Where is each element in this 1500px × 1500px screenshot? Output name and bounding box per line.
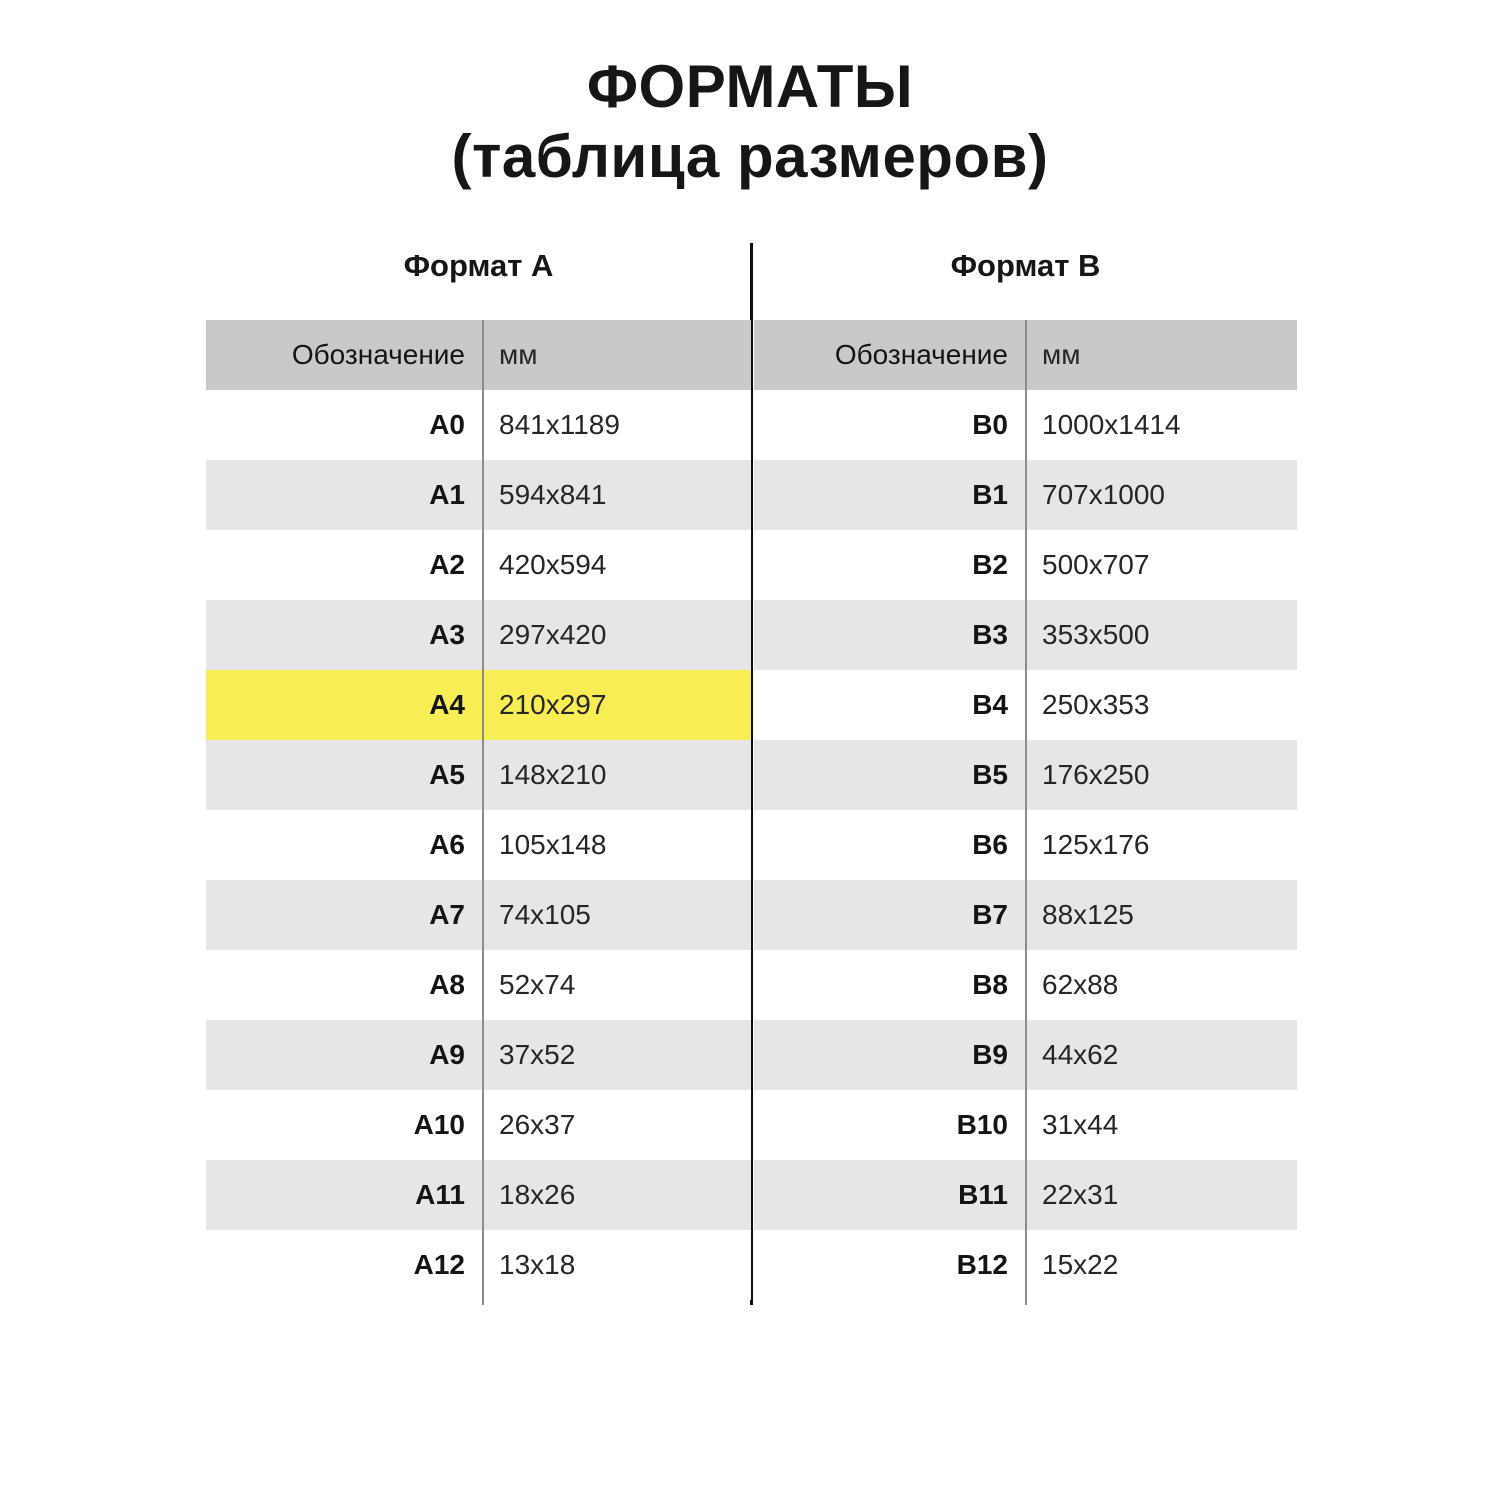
size-mm-cell: 176x250: [1042, 759, 1150, 790]
format-code-cell: A10: [413, 1109, 465, 1140]
format-code-cell: B6: [972, 829, 1008, 860]
table-row: [206, 880, 751, 950]
table-row: [206, 740, 751, 810]
page-title-line1: ФОРМАТЫ: [586, 53, 914, 120]
size-mm-cell: 37x52: [499, 1039, 576, 1070]
size-mm-cell: 250x353: [1042, 689, 1150, 720]
table-row: [206, 810, 751, 880]
table-row: [206, 1020, 751, 1090]
size-mm-cell: 31x44: [1042, 1109, 1119, 1140]
size-mm-cell: 353x500: [1042, 619, 1150, 650]
size-mm-cell: 105x148: [499, 829, 607, 860]
size-mm-cell: 500x707: [1042, 549, 1150, 580]
format-code-cell: A9: [429, 1039, 465, 1070]
table-header-row: [206, 320, 751, 390]
format-code-cell: A3: [429, 619, 465, 650]
table-row: [206, 1090, 751, 1160]
size-mm-cell: 88x125: [1042, 899, 1134, 930]
size-mm-cell: 62x88: [1042, 969, 1119, 1000]
size-mm-cell: 18x26: [499, 1179, 576, 1210]
size-mm-cell: 1000x1414: [1042, 409, 1181, 440]
format-code-cell: A8: [429, 969, 465, 1000]
designation-column-header: Обозначение: [834, 339, 1008, 370]
format-code-cell: A4: [429, 689, 465, 720]
size-mm-cell: 210x297: [499, 689, 607, 720]
format-code-cell: A2: [429, 549, 465, 580]
format-code-cell: A0: [429, 409, 465, 440]
format-code-cell: B7: [972, 899, 1008, 930]
format-code-cell: A11: [415, 1179, 465, 1210]
format-code-cell: A1: [429, 479, 465, 510]
mm-column-header: мм: [499, 339, 538, 370]
format-b-heading: Формат B: [950, 248, 1101, 283]
format-code-cell: A12: [413, 1249, 465, 1280]
format-code-cell: B3: [972, 619, 1008, 650]
table-row: [206, 530, 751, 600]
table-row: [206, 950, 751, 1020]
size-mm-cell: 297x420: [499, 619, 607, 650]
table-row: [206, 1160, 751, 1230]
column-divider-line: [482, 320, 484, 1305]
size-mm-cell: 125x176: [1042, 829, 1150, 860]
size-mm-cell: 15x22: [1042, 1249, 1119, 1280]
size-mm-cell: 22x31: [1042, 1179, 1119, 1210]
page-title: [0, 52, 1500, 192]
format-code-cell: B4: [972, 689, 1008, 720]
format-code-cell: B11: [958, 1179, 1008, 1210]
format-code-cell: B1: [972, 479, 1008, 510]
format-code-cell: B9: [972, 1039, 1008, 1070]
format-code-cell: A7: [429, 899, 465, 930]
table-row: [206, 390, 751, 460]
size-mm-cell: 841x1189: [499, 409, 620, 440]
format-code-cell: B10: [956, 1109, 1008, 1140]
format-code-cell: B8: [972, 969, 1008, 1000]
size-mm-cell: 594x841: [499, 479, 607, 510]
size-mm-cell: 148x210: [499, 759, 607, 790]
format-code-cell: B0: [972, 409, 1008, 440]
size-mm-cell: 74x105: [499, 899, 591, 930]
table-row: [206, 1230, 751, 1300]
size-mm-cell: 13x18: [499, 1249, 576, 1280]
page-title-line2: (таблица размеров): [451, 123, 1049, 190]
designation-column-header: Обозначение: [291, 339, 465, 370]
format-a-rows: [206, 390, 751, 1300]
format-code-cell: B5: [972, 759, 1008, 790]
format-code-cell: A6: [429, 829, 465, 860]
column-divider-line: [1025, 320, 1027, 1305]
size-mm-cell: 420x594: [499, 549, 607, 580]
format-code-cell: B2: [972, 549, 1008, 580]
format-a-heading: Формат А: [403, 248, 554, 283]
format-code-cell: A5: [429, 759, 465, 790]
format-code-cell: B12: [956, 1249, 1008, 1280]
format-b-table: [754, 320, 1297, 1300]
size-mm-cell: 44x62: [1042, 1039, 1119, 1070]
mm-column-header: мм: [1042, 339, 1081, 370]
size-mm-cell: 707x1000: [1042, 479, 1166, 510]
size-mm-cell: 26x37: [499, 1109, 576, 1140]
table-row: [206, 460, 751, 530]
size-mm-cell: 52x74: [499, 969, 576, 1000]
table-row: [206, 670, 751, 740]
table-row: [206, 600, 751, 670]
format-a-table: [206, 320, 751, 1300]
